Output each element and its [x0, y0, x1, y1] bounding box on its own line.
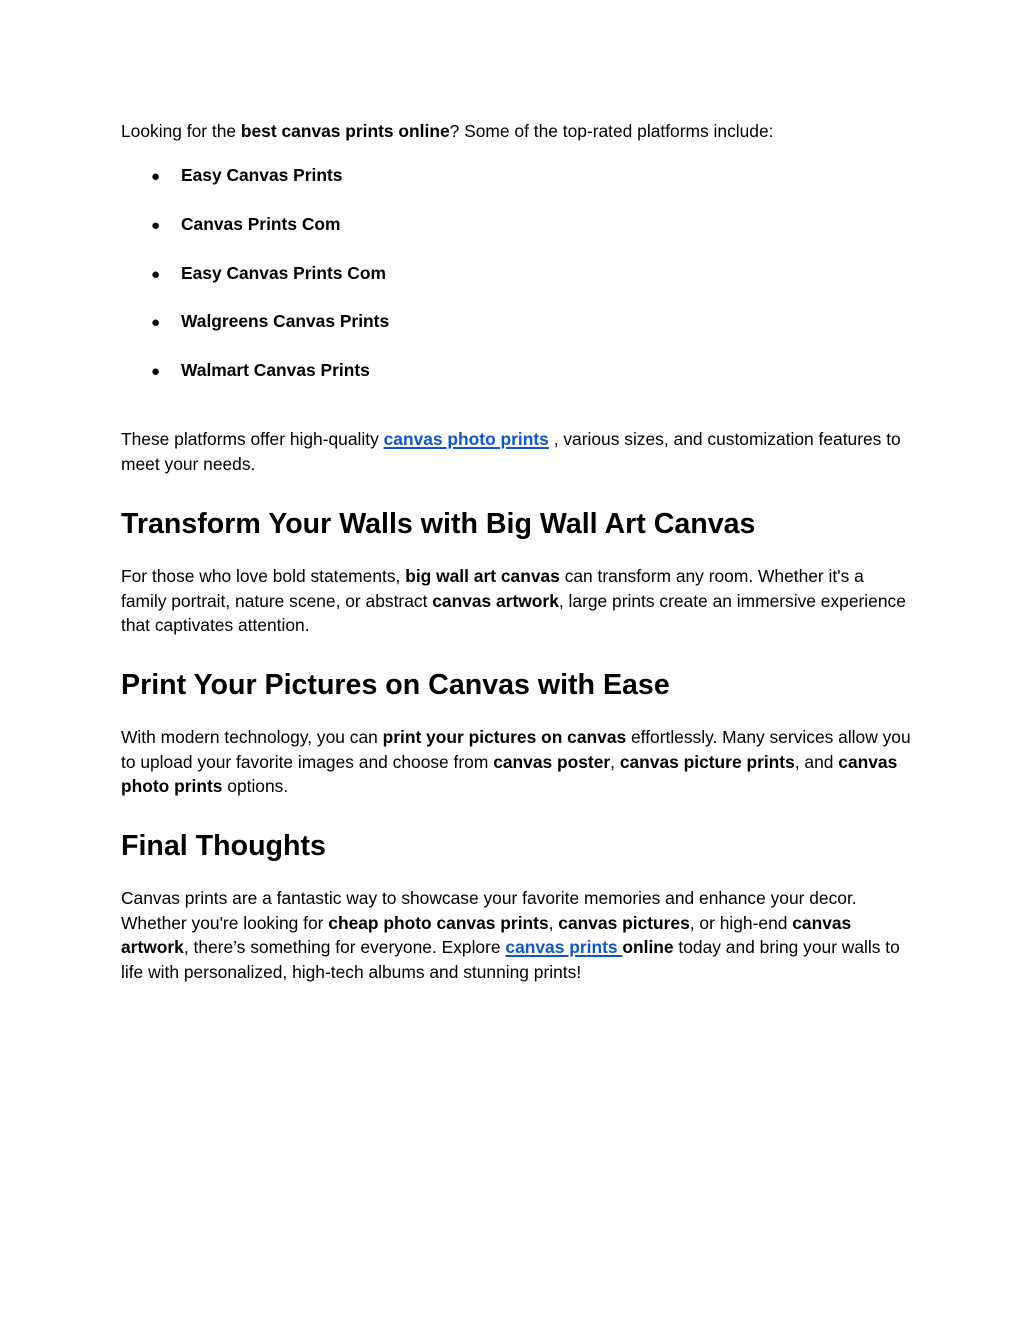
bullet-icon: ● [151, 363, 161, 381]
list-item-label: Walmart Canvas Prints [181, 360, 370, 381]
final-bold-4: online [622, 937, 674, 957]
bullet-icon: ● [151, 314, 161, 332]
list-item [121, 358, 389, 407]
walls-text-3: , large prints create an immersive experience that captivates attention. [121, 590, 906, 635]
final-bold-2: canvas pictures [558, 912, 690, 933]
list-item [121, 163, 389, 212]
bullet-icon: ● [151, 216, 161, 234]
intro-bold-1: best canvas prints online [240, 121, 450, 141]
section-heading-final: Final Thoughts [121, 830, 326, 862]
list-item-label: Easy Canvas Prints Com [181, 262, 386, 283]
final-text-5: today and bring your walls to life with personalized, high-tech albums and stunning prints! [121, 937, 900, 982]
list-item-label: Walgreens Canvas Prints [181, 311, 390, 332]
final-paragraph [121, 886, 911, 984]
final-text-2: , [548, 912, 559, 933]
intro-text-2: ? Some of the top-rated platforms include: [449, 121, 774, 141]
final-text-4: , there’s something for everyone. Explore [183, 937, 506, 957]
walls-text-1: For those who love bold statements, [121, 566, 406, 586]
bullet-icon: ● [151, 168, 161, 185]
print-paragraph [121, 725, 911, 799]
final-bold-3: canvas artwork [121, 912, 852, 957]
print-text-3: , [610, 751, 620, 772]
list-item [121, 309, 389, 358]
print-text-5: options. [222, 776, 289, 796]
canvas-photo-prints-link[interactable]: canvas photo prints [383, 429, 549, 449]
intro-text-1: Looking for the [121, 121, 241, 141]
canvas-prints-link[interactable]: canvas prints [505, 937, 623, 957]
platforms-text-1: These platforms offer high-quality [121, 429, 384, 449]
bullet-icon: ● [151, 265, 161, 283]
print-bold-2: canvas poster [493, 751, 611, 772]
print-bold-3: canvas picture prints [619, 751, 795, 772]
print-text-4: , and [794, 751, 839, 772]
print-text-2: effortlessly. Many services allow you to upload your favorite images and choose from [121, 727, 911, 772]
list-item-label: Canvas Prints Com [181, 213, 341, 234]
list-item [121, 261, 389, 310]
platform-list [121, 163, 389, 407]
print-bold-4: canvas photo prints [121, 751, 898, 796]
platforms-paragraph [121, 427, 911, 476]
walls-paragraph [121, 564, 911, 638]
final-text-3: , or high-end [689, 912, 793, 933]
list-item-label: Easy Canvas Prints [181, 165, 343, 185]
intro-paragraph [121, 119, 773, 144]
print-text-1: With modern technology, you can [121, 727, 383, 747]
final-bold-1: cheap photo canvas prints [328, 912, 549, 933]
walls-bold-1: big wall art canvas [405, 566, 560, 586]
print-bold-1: print your pictures on canvas [382, 727, 627, 747]
walls-text-2: can transform any room. Whether it's a family portrait, nature scene, or abstract [121, 566, 864, 611]
section-heading-print: Print Your Pictures on Canvas with Ease [121, 669, 670, 701]
list-item [121, 212, 389, 261]
platforms-text-2: , various sizes, and customization features to meet your needs. [121, 429, 901, 474]
walls-bold-2: canvas artwork [432, 590, 559, 611]
final-text-1: Canvas prints are a fantastic way to showcase your favorite memories and enhance your decor. Whether you're looking for [121, 888, 857, 933]
section-heading-walls: Transform Your Walls with Big Wall Art Canvas [121, 508, 756, 540]
